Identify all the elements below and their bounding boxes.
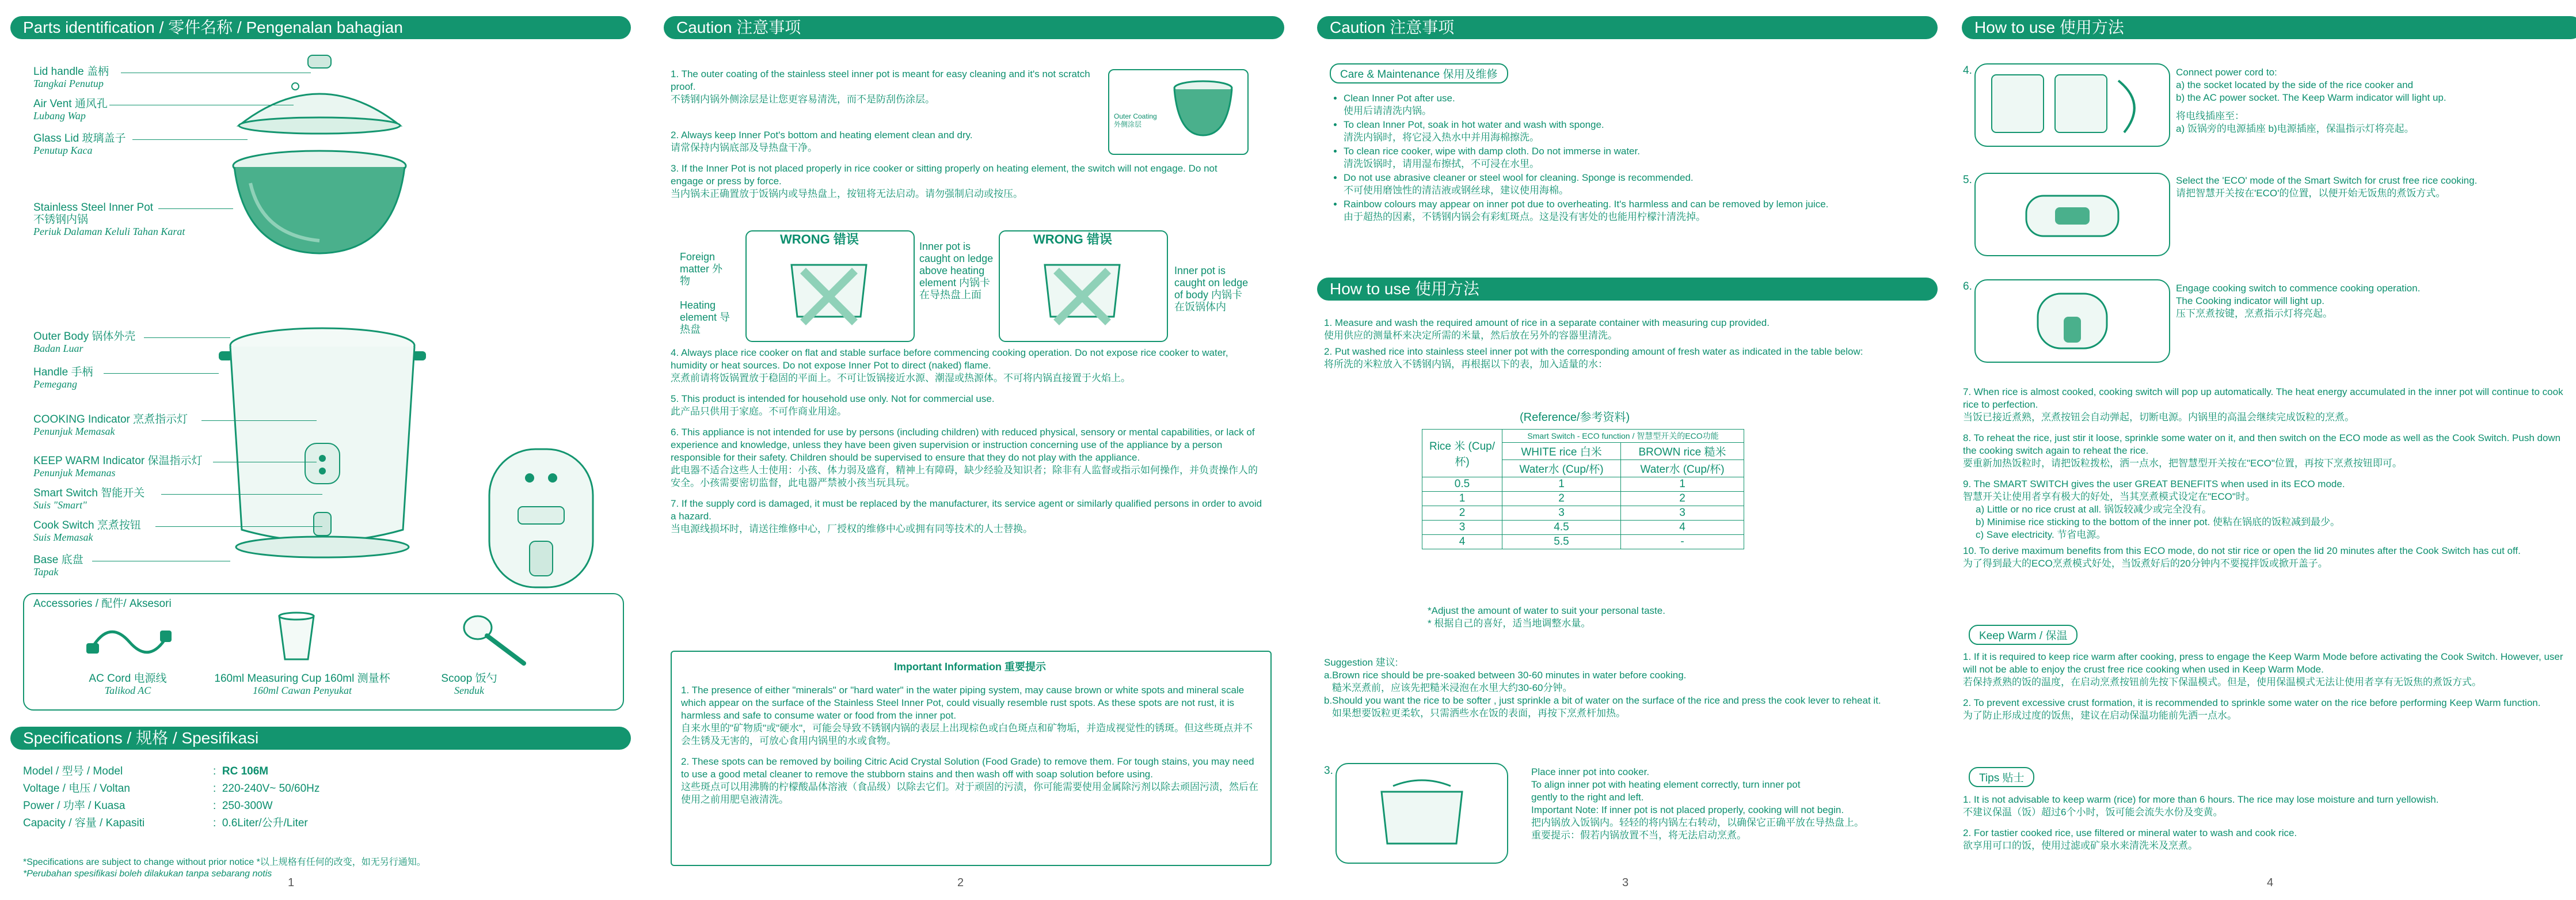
caught-body-label: Inner pot is caught on ledge of body 内锅卡在饭锅体内 <box>1174 265 1249 313</box>
table-row: 4 5.5 - <box>1422 535 1744 549</box>
control-panel-illustration <box>484 443 599 593</box>
accessory-ac-cord: AC Cord 电源线 Talikod AC <box>89 673 167 696</box>
power-plug-icon <box>1986 69 2159 141</box>
table-row: 0.5 1 1 <box>1422 477 1744 492</box>
caution-header: Caution 注意事项 <box>664 16 1284 39</box>
heating-element-label: Heating element 导热盘 <box>680 299 730 335</box>
rice-water-table: Rice 米 (Cup/杯) Smart Switch - ECO function / 智慧型开关的ECO功能 WHITE rice 白米 BROWN rice 糙米 Water水 (Cup/杯) Water水 (Cup/杯) 0.5 1 1 1 2 2 2 3 3 3 4.5 4 4 5.5 - <box>1422 429 1744 549</box>
step6-text: Engage cooking switch to commence cooking operation. The Cooking indicator will light up. 压下烹煮按键，烹煮指示灯将亮起。 <box>2176 283 2421 319</box>
accessory-scoop: Scoop 饭勺 Senduk <box>441 673 497 696</box>
how-to-use-header: How to use 使用方法 <box>1962 16 2576 39</box>
step-number: 6. <box>1963 280 1972 293</box>
cook-switch-icon <box>2015 288 2130 354</box>
item-number: 1. <box>1963 794 1974 805</box>
accessory-measuring-cup: 160ml Measuring Cup 160ml 测量杯 160ml Cawan Penyukat <box>214 673 390 696</box>
page-4 <box>1951 0 2576 900</box>
page-number: 4 <box>2267 876 2274 889</box>
caution-list-cont: 4. Always place rice cooker on flat and stable surface before commencing cooking operation. Do not expose rice cooker to water, humidity or heat sources. Do not expose Inner Pot to direct (naked) flame. 烹煮前请将饭锅置放于稳固的平面上。不可让饭锅接近水源、潮湿或热源体。不可将内锅直接置于火焰上。 5. This product is intended for household use only. Not for commercial use. 此产品只供用于家庭。不可作商业用途。 6. This appliance is not intended for use by persons (including children) with reduced physical, sensory or mental capabilities, or lack of experience and knowledge, unless they have been given supervision or instruction concerning use of the appliance by a person responsible for their safety. Children should be supervised to ensure that they do not play with the appliance. 此电器不适合这些人士使用：小孩、体力弱及盛育，精神上有障碍，缺少经验及知识者；除非有人监督或指示如何操作，并负责操作人的安全。小孩需要密切监督，此电器严禁被小孩当玩具玩。 7. If the supply cord is damaged, it must be replaced by the manufacturer, its service agent or similarly qualified persons in order to avoid a hazard. 当电源线损坏时，请送往维修中心，厂授权的维修中心或拥有同等技术的人士替换。 <box>671 347 1262 534</box>
part-label-base: Base 底盘 Tapak <box>33 554 83 578</box>
page-number: 1 <box>288 876 295 889</box>
tips-list: 1. It is not advisable to keep warm (rice) for more than 6 hours. The rice may lose moisture and turn yellowish. 不建议保温（饭）超过6个小时，饭可能会流失水份及变黄。 2. For tastier cooked rice, use filtered or mineral water to wash and cook rice. 欲享用可口的饭，使用过滤或矿泉水来清洗米及烹煮。 <box>1963 794 2439 851</box>
item-number: 7. <box>1963 386 1974 397</box>
how-to-steps-cont: 7. When rice is almost cooked, cooking switch will pop up automatically. The heat energy accumulated in the inner pot will continue to cook rice to perfection. 当饭已接近煮熟，烹煮按钮会自动弹起，切断电源。内锅里的高温会继续完成饭粒的烹煮。 8. To reheat the rice, just stir it loose, sprinkle some water on it, and then switch on the ECO mode as well as the Cook Switch. Push down the cooking switch again to reheat the rice. 要重新加热饭粒时，请把饭粒拨松，洒一点水，把智慧型开关按在"ECO"位置，再按下烹煮按钮即可。 9. The SMART SWITCH gives the user GREAT BENEFITS when used in its ECO mode. 智慧开关让使用者享有极大的好处，当其烹煮模式设定在"ECO"时。 a) Little or no rice crust at all. 锅饭较减少或完全没有。 b) Minimise rice sticking to the bottom of the inner pot. 使粘在锅底的饭粒减到最少。 c) Save electricity. 节省电源。 10. To derive maximum benefits from this ECO mode, do not stir rice or open the lid 20 minutes after the Cook Switch has cut off. 为了得到最大的ECO烹煮模式好处，当饭煮好后的20分钟内不要搅拌饭或掀开盖子。 <box>1963 386 2563 569</box>
step-number: 4. <box>1963 64 1972 77</box>
outer-body-illustration <box>219 322 426 564</box>
wrong-x-icon <box>1039 253 1125 334</box>
spec-table: Model / 型号 / Model : RC 106M Voltage / 电压 / Voltan : 220-240V~ 50/60Hz Power / 功率 / Kuasa : 250-300W Capacity / 容量 / Kapasiti : 0.6Liter/公升/Liter <box>23 765 320 829</box>
tips-title: Tips 贴士 <box>1969 767 2034 787</box>
how-to-steps: 1. Measure and wash the required amount of rice in a separate container with measuring cup provided. 使用供应的测量杯来决定所需的米量，然后放在另外的容器里清洗。 2. Put washed rice into stainless steel inner pot with the corresponding amount of fresh water as indicated in the table below: 将所洗的米粒放入不锈钢内锅，再根据以下的表，加入适量的水： <box>1324 317 1863 370</box>
part-label-smart-switch: Smart Switch 智能开关 Suis "Smart" <box>33 487 145 511</box>
item-number: 9. <box>1963 479 1974 489</box>
item-number: 1. <box>1324 317 1335 328</box>
page-number: 2 <box>957 876 964 889</box>
table-row: 3 4.5 4 <box>1422 521 1744 535</box>
table-row: 1 2 2 <box>1422 492 1744 506</box>
step-number: 3. <box>1324 765 1333 777</box>
part-label-handle: Handle 手柄 Pemegang <box>33 366 93 390</box>
inner-pot-placement-icon <box>1370 774 1474 855</box>
caution-header: Caution 注意事项 <box>1317 16 1938 39</box>
accessories-title: Accessories / 配件/ Aksesori <box>33 598 172 610</box>
smart-switch-icon <box>2015 184 2130 248</box>
important-info-list: 1. The presence of either "minerals" or "hard water" in the water piping system, may cause brown or white spots and mineral scale which appear on the surface of the Stainless Steel Inner Pot, could visually resemble rust spots. As these spots are not rust, it is harmless and safe to consume water or food from the inner pot. 自来水里的"矿物质"或"硬水"，可能会导致不锈钢内锅的表层上出现棕色或白色斑点和矿物垢，并造成视觉性的锈斑。但这些斑点并不会生锈及无害的，可放心食用内锅里的水或食物。 2. These spots can be removed by boiling Citric Acid Crystal Solution (Food Grade) to remove them. For tough stains, you may need to use a good metal cleaner to remove the stubborn stains and then wash off with soap solution before using. 这些斑点可以用沸腾的柠檬酸晶体溶液（食品级）以除去它们。对于顽固的污渍，你可能需要使用金属除污剂以除去顽固污渍，然后在使用之前用肥皂液清洗。 <box>681 685 1258 805</box>
item-number: 7. <box>671 498 682 509</box>
care-maintenance-title: Care & Maintenance 保用及维修 <box>1330 63 1508 83</box>
keep-warm-title: Keep Warm / 保温 <box>1969 625 2077 645</box>
ac-cord-icon <box>86 613 173 665</box>
important-info-title: Important Information 重要提示 <box>894 661 1046 673</box>
inner-pot-illustration <box>227 149 412 258</box>
item-number: 1. <box>671 69 682 79</box>
part-label-air-vent: Air Vent 通风孔 Lubang Wap <box>33 98 108 121</box>
part-label-lid-handle: Lid handle 盖柄 Tangkai Penutup <box>33 66 109 89</box>
item-number: 5. <box>671 393 682 404</box>
step-number: 5. <box>1963 174 1972 186</box>
table-title: (Reference/参考资料) <box>1520 411 1630 424</box>
page-1 <box>0 0 644 900</box>
part-label-cooking-indicator: COOKING Indicator 烹煮指示灯 Penunjuk Memasak <box>33 413 188 437</box>
step4-text: Connect power cord to: a) the socket located by the side of the rice cooker and b) the AC power socket. The Keep Warm indicator will light up. 将电线插座至： a) 饭锅旁的电源插座 b)电源插座，保温指示灯将亮起。 <box>2176 67 2446 134</box>
item-number: 1. <box>1963 651 1974 662</box>
part-label-keep-warm-indicator: KEEP WARM Indicator 保温指示灯 Penunjuk Memanas <box>33 455 203 479</box>
adjust-note: *Adjust the amount of water to suit your personal taste. * 根据自己的喜好，适当地调整水量。 <box>1428 605 1665 629</box>
page-3 <box>1307 0 1950 900</box>
wrong-x-icon <box>786 253 872 334</box>
measuring-cup-icon <box>276 610 317 662</box>
table-row: 2 3 3 <box>1422 506 1744 521</box>
inner-pot-coating-illustration <box>1171 78 1235 141</box>
page-2 <box>653 0 1297 900</box>
page-number: 3 <box>1622 876 1629 889</box>
how-to-use-header: How to use 使用方法 <box>1317 278 1938 301</box>
care-list: • Clean Inner Pot after use. 使用后请清洗内锅。 • To clean Inner Pot, soak in hot water and wash with sponge. 清洗内锅时，将它浸入热水中并用海棉擦洗。 • To clean rice cooker, wipe with damp cloth. Do not immerse in water. 清洗饭锅时，请用湿布擦拭，不可浸在水里。 • Do not use abrasive cleaner or steel wool for cleaning. Sponge is recommended. 不可使用磨蚀性的清洁液或钢丝球，建议使用海棉。 • Rainbow colours may appear on inner pot due to overheating. It's harmless and can be removed by lemon juice. 由于超热的因素，不锈钢内锅会有彩虹斑点。这是没有害处的也能用柠檬汁清洗掉。 <box>1324 92 1923 225</box>
keep-warm-list: 1. If it is required to keep rice warm after cooking, press to engage the Keep Warm Mode before activating the Cook Switch. However, user will not be able to enjoy the crust free rice cooking when used in Keep Warm Mode. 若保持煮熟的饭的温度，在启动烹煮按钮前先按下保温模式。但是，使用保温模式无法让使用者享有无饭焦的煮饭方式。 2. To prevent excessive crust formation, it is recommended to sprinkle some water on the rice before performing Keep Warm function. 为了防止形成过度的饭焦，建议在启动保温功能前先洒一点水。 <box>1963 651 2563 721</box>
step3-text: Place inner pot into cooker. To align inner pot with heating element correctly, turn inner pot gently to the right and left. Important Note: If inner pot is not placed properly, cooking will not begin. 把内锅放入饭锅内。轻轻的将内锅左右转动，以确保它正确平放在导热盘上。 重要提示：假若内锅放置不当，将无法启动烹煮。 <box>1531 766 1864 841</box>
scoop-icon <box>461 610 530 668</box>
part-label-cook-switch: Cook Switch 烹煮按钮 Suis Memasak <box>33 519 141 543</box>
glass-lid-illustration <box>227 51 412 137</box>
specifications-header: Specifications / 规格 / Spesifikasi <box>10 727 631 750</box>
item-number: 2. <box>1963 697 1974 708</box>
item-number: 4. <box>671 347 681 358</box>
outer-coating-label: Outer Coating 外侧涂层 <box>1114 112 1157 128</box>
suggestion: Suggestion 建议: a.Brown rice should be pre-soaked between 30-60 minutes in water before cooking. 糙米烹煮前，应该先把糙米浸泡在水里大约30-60分钟。 b.Should you want the rice to be softer , just sprinkle a bit of water on the surface of the rice and press the cook lever to reheat it. 如果想要饭粒更柔软，只需洒些水在饭的表面，再按下烹煮杆加热。 <box>1324 657 1881 719</box>
item-number: 10. <box>1963 545 1980 556</box>
item-number: 6. <box>671 427 682 438</box>
item-number: 2. <box>1963 827 1974 838</box>
spec-note: *Specifications are subject to change without prior notice *以上规格有任何的改变，如无另行通知。 *Perubahan spesifikasi boleh dilakukan tanpa sebarang notis <box>23 857 426 879</box>
parts-header: Parts identification / 零件名称 / Pengenalan bahagian <box>10 16 631 39</box>
caught-ledge-label: Inner pot is caught on ledge above heating element 内锅卡在导热盘上面 <box>919 241 994 301</box>
item-number: 2. <box>1324 346 1335 357</box>
item-number: 1. <box>681 685 692 696</box>
part-label-outer-body: Outer Body 锅体外壳 Badan Luar <box>33 331 136 354</box>
item-number: 3. <box>671 163 682 174</box>
wrong-title-2: WRONG 错误 <box>1033 232 1112 246</box>
foreign-matter-label: Foreign matter 外物 <box>680 251 723 287</box>
part-label-glass-lid: Glass Lid 玻璃盖子 Penutup Kaca <box>33 132 126 156</box>
item-number: 2. <box>671 130 681 140</box>
part-label-inner-pot: Stainless Steel Inner Pot 不锈钢内锅 Periuk Dalaman Keluli Tahan Karat <box>33 202 185 237</box>
wrong-title-1: WRONG 错误 <box>780 232 859 246</box>
caution-list: 1. The outer coating of the stainless steel inner pot is meant for easy cleaning and it's not scratch proof. 不锈钢内锅外侧涂层是让您更容易清洗，而不是防刮伤涂层。 2. Always keep Inner Pot's bottom and heating element clean and dry. 请常保持内锅底部及导热盘干净。 3. If the Inner Pot is not placed properly in rice cooker or sitting properly on heating element, the switch will not engage. Do not engage or press by force. 当内锅未正确置放于饭锅内或导热盘上，按钮将无法启动。请勿强制启动或按压。 <box>671 69 1217 199</box>
item-number: 8. <box>1963 432 1974 443</box>
item-number: 2. <box>681 756 692 767</box>
step5-text: Select the 'ECO' mode of the Smart Switch for crust free rice cooking. 请把智慧开关按在'ECO'的位置，以便开始无饭焦的煮饭方式。 <box>2176 175 2478 199</box>
